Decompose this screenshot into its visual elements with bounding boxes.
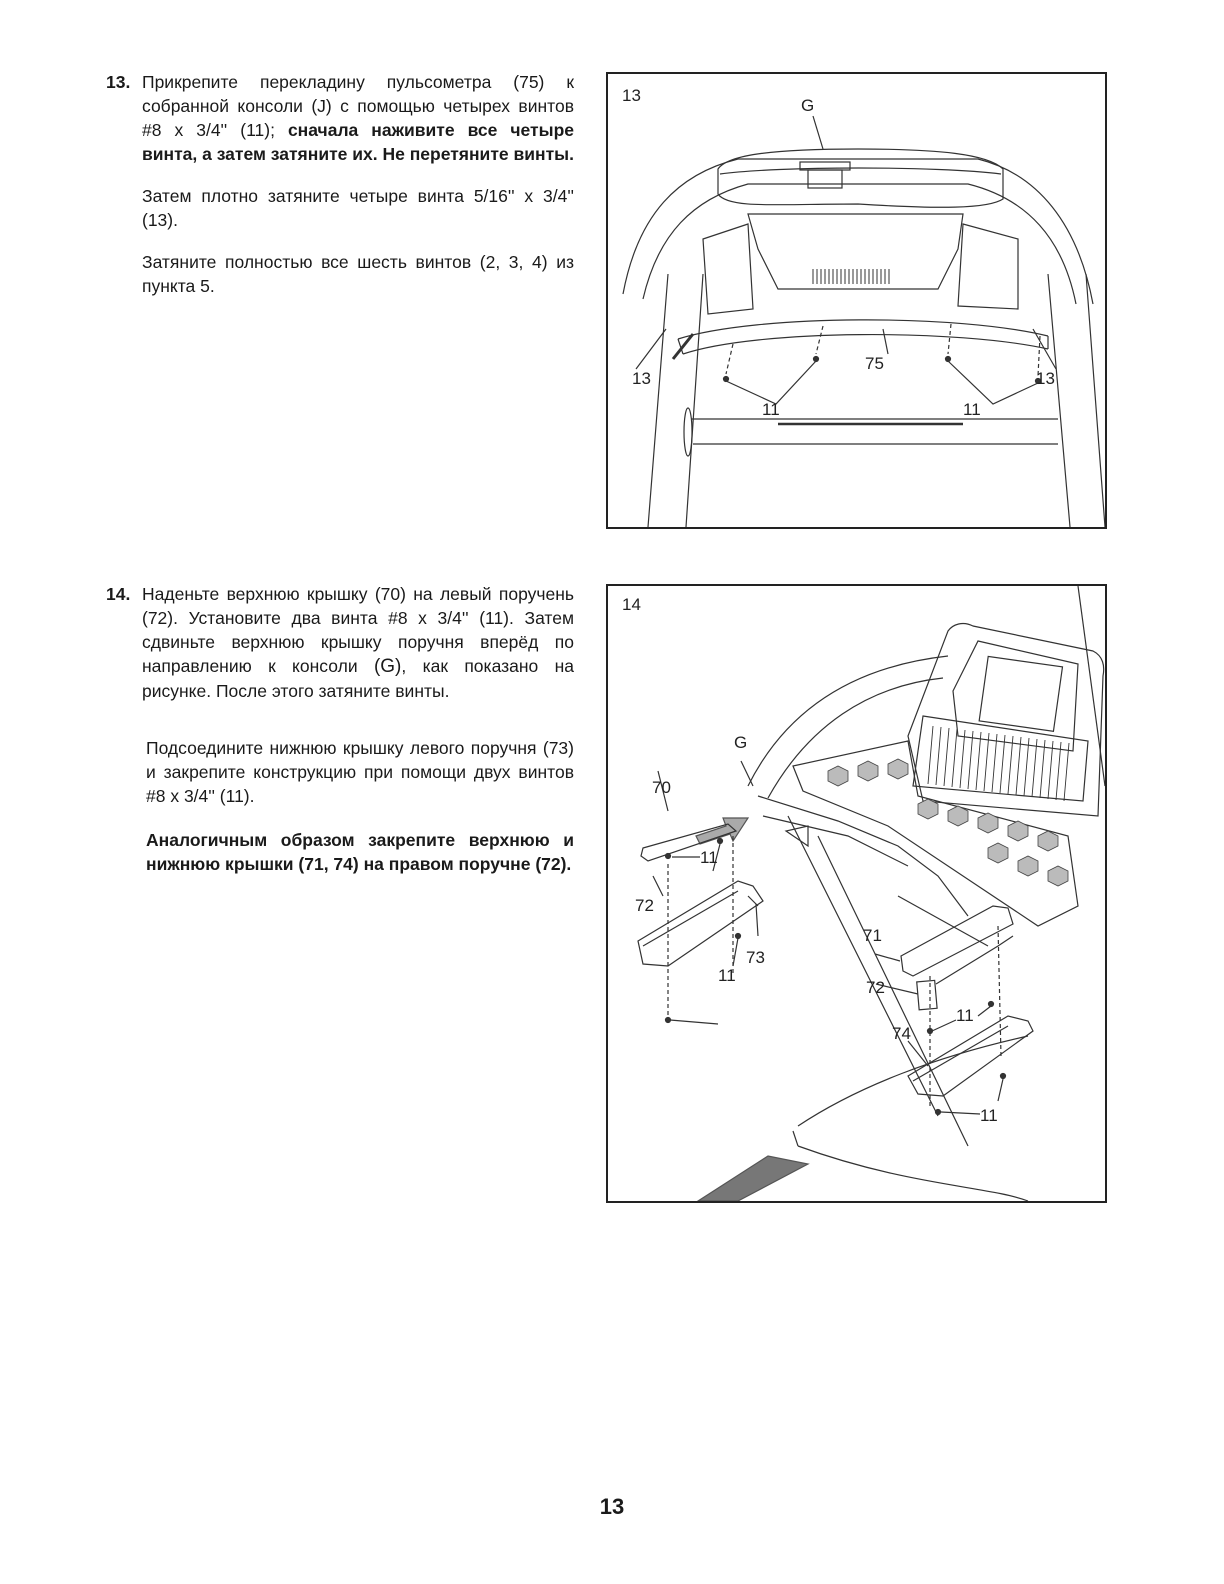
step-14-paragraph-3: Аналогичным образом закрепите верхнюю и нижнюю крышки (71, 74) на правом поручне (72). [146,830,574,874]
step-13-text: Прикрепите перекладину пульсометра (75) к собранной консоли (J) с помощью четырех винтов #8 x 3/4'' (11); [142,72,574,140]
step-14-number: 14. [106,584,131,604]
callout-crossbar-75: 75 [865,354,884,373]
callout-left-handrail-72: 72 [635,896,654,915]
page-number: 13 [599,1494,625,1519]
callout-right-handrail-72: 72 [866,978,885,997]
callout-console-g: G [734,733,748,752]
console-crossbar-diagram [608,74,1105,527]
step-13-paragraph-1 [142,70,574,166]
callout-left-screw-11-top: 11 [700,848,718,867]
callout-left-top-cover-70: 70 [652,778,671,797]
step-13-paragraph-3: Затяните полностью все шесть винтов (2, 3, 4) из пункта 5. [142,252,574,296]
figure-13 [606,72,1107,529]
callout-right-bottom-cover-74: 74 [892,1024,911,1043]
callout-right-top-cover-71: 71 [863,926,882,945]
step-14-paragraph-1 [142,582,574,703]
callout-screws-11-right: 11 [963,400,981,419]
step-13-paragraph-2: Затем плотно затяните четыре винта 5/16'' x 3/4'' (13). [142,186,574,230]
figure-13-label: 13 [622,86,641,105]
callout-right-screw-11-top: 11 [956,1006,974,1025]
callout-screw-13-left: 13 [632,369,651,388]
callout-left-screw-11-bottom: 11 [718,966,736,985]
step-14-text-b: , как показано на рисунке. После этого затяните винты. [142,656,574,701]
step-13-instructions [106,70,574,298]
step-14-instructions [106,582,574,876]
step-14-text-a: Наденьте верхнюю крышку (70) на левый поручень (72). Установите два винта #8 x 3/4'' (11). Затем сдвиньте верхнюю крышку поручня вперёд по направлению к консоли [142,584,574,676]
step-13-number: 13. [106,72,131,92]
figure-14-label: 14 [622,595,641,614]
handrail-covers-diagram [608,586,1105,1201]
callout-screw-13-right: 13 [1036,369,1055,388]
figure-14 [606,584,1107,1203]
callout-screws-11-left: 11 [762,400,780,419]
step-14-paragraph-2: Подсоедините нижнюю крышку левого поручня (73) и закрепите конструкцию при помощи двух винтов #8 x 3/4'' (11). [146,738,574,806]
callout-console-g: G [801,96,815,115]
callout-left-bottom-cover-73: 73 [746,948,765,967]
step-14-console-ref: (G) [373,656,402,677]
callout-right-screw-11-bottom: 11 [980,1106,998,1125]
step-13-warning: сначала наживите все четыре винта, а затем затяните их. Не перетяните винты. [142,120,574,164]
